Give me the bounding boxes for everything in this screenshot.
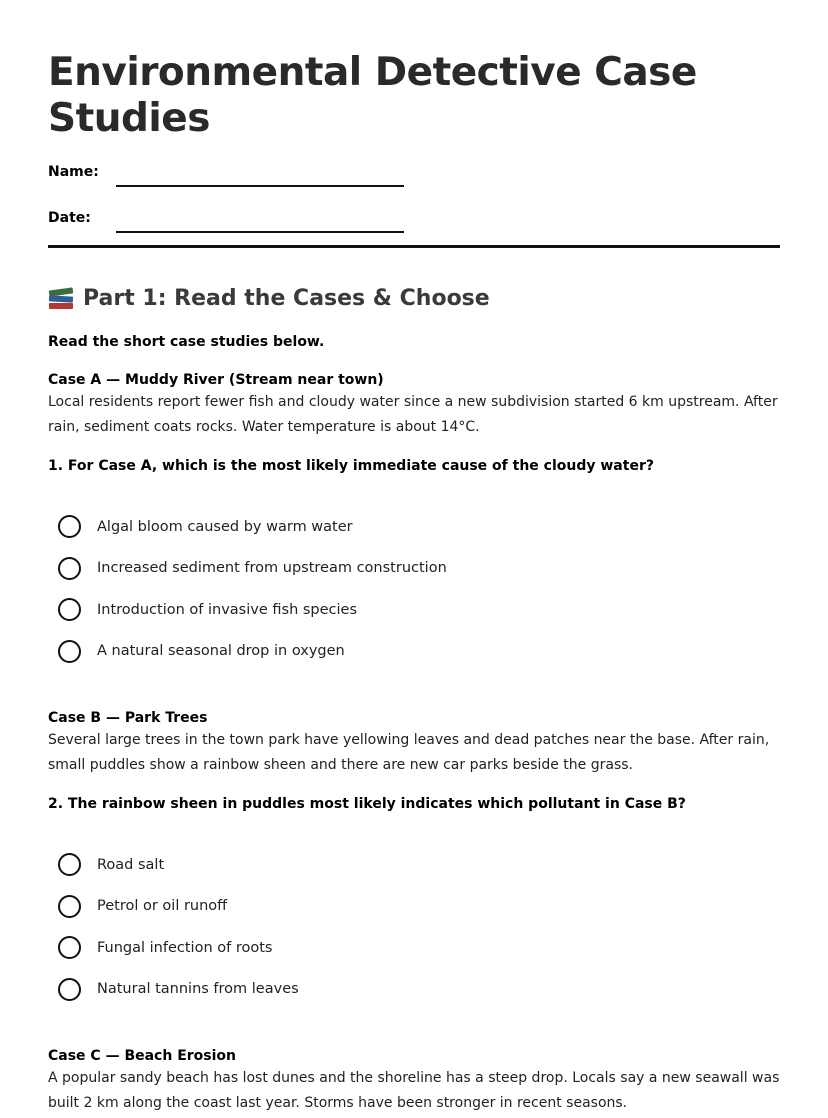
page-title: Environmental Detective Case Studies xyxy=(48,50,697,141)
case-b-body: Several large trees in the town park have yellowing leaves and dead patches near the base. After rain, small puddles show a rainbow sheen and there are new car parks beside the grass. xyxy=(48,732,770,773)
option-item[interactable] xyxy=(48,927,780,969)
option-item[interactable] xyxy=(48,506,780,548)
radio-button[interactable] xyxy=(58,853,81,876)
option-label: A natural seasonal drop in oxygen xyxy=(97,643,345,660)
part1-heading-text: Part 1: Read the Cases & Choose xyxy=(83,286,490,311)
books-icon xyxy=(48,287,74,311)
case-a-title: Case A — Muddy River (Stream near town) xyxy=(48,372,384,388)
option-item[interactable] xyxy=(48,844,780,886)
radio-button[interactable] xyxy=(58,895,81,918)
date-label: Date: xyxy=(48,210,91,226)
date-input-line[interactable] xyxy=(116,231,404,233)
option-label: Increased sediment from upstream construction xyxy=(97,560,447,577)
name-input-line[interactable] xyxy=(116,185,404,187)
case-a-body: Local residents report fewer fish and cloudy water since a new subdivision started 6 km upstream. After rain, sediment coats rocks. Water temperature is about 14°C. xyxy=(48,394,778,435)
radio-button[interactable] xyxy=(58,936,81,959)
option-item[interactable] xyxy=(48,969,780,1011)
question-2-options xyxy=(48,844,780,1010)
date-field xyxy=(48,210,780,256)
case-c-body: A popular sandy beach has lost dunes and the shoreline has a steep drop. Locals say a new seawall was built 2 km along the coast last year. Storms have been stronger in recent seasons. xyxy=(48,1070,780,1111)
part1-heading xyxy=(48,284,780,314)
question-1: 1. For Case A, which is the most likely immediate cause of the cloudy water? xyxy=(48,458,654,474)
option-item[interactable] xyxy=(48,589,780,631)
name-label: Name: xyxy=(48,164,99,180)
option-label: Road salt xyxy=(97,856,165,873)
radio-button[interactable] xyxy=(58,515,81,538)
radio-button[interactable] xyxy=(58,640,81,663)
option-item[interactable] xyxy=(48,548,780,590)
part1-intro: Read the short case studies below. xyxy=(48,334,325,350)
question-1-options xyxy=(48,506,780,672)
radio-button[interactable] xyxy=(58,598,81,621)
option-item[interactable] xyxy=(48,631,780,673)
name-field xyxy=(48,164,780,210)
option-label: Introduction of invasive fish species xyxy=(97,601,358,618)
option-label: Fungal infection of roots xyxy=(97,939,273,956)
option-label: Natural tannins from leaves xyxy=(97,981,299,998)
radio-button[interactable] xyxy=(58,978,81,1001)
option-label: Petrol or oil runoff xyxy=(97,898,228,915)
case-b-title: Case B — Park Trees xyxy=(48,710,208,726)
case-c-title: Case C — Beach Erosion xyxy=(48,1048,237,1064)
radio-button[interactable] xyxy=(58,557,81,580)
option-item[interactable] xyxy=(48,886,780,928)
question-2: 2. The rainbow sheen in puddles most likely indicates which pollutant in Case B? xyxy=(48,796,686,812)
option-label: Algal bloom caused by warm water xyxy=(97,518,353,535)
